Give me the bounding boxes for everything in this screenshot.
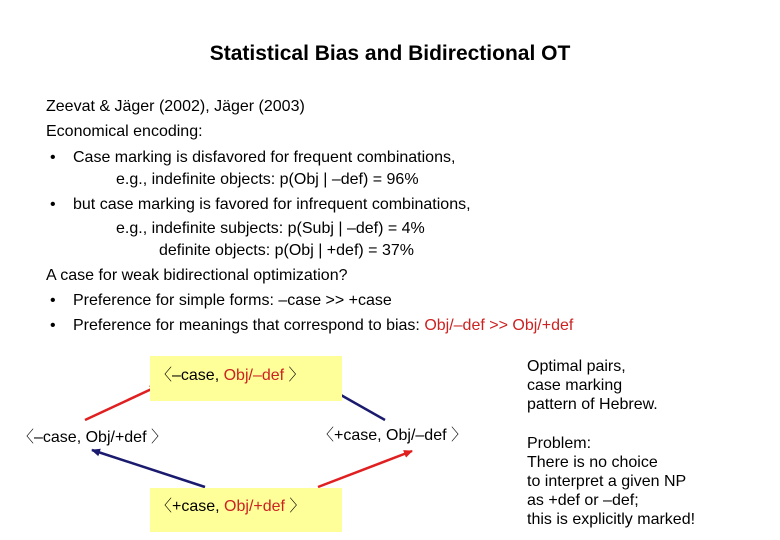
note-line: this is explicitly marked! — [527, 511, 696, 528]
pair-node-bottom — [150, 488, 342, 532]
pair-form: 〈+case, — [156, 498, 225, 515]
pair-node-right — [318, 426, 467, 445]
arrow-bottom-to-right — [318, 451, 412, 487]
example-indefinite-subjects: e.g., indefinite subjects: p(Subj | –def) = 4% — [116, 220, 425, 237]
arrow-bottom-to-left — [92, 450, 205, 487]
pair-form: 〈–case, — [18, 429, 86, 446]
economical-encoding-heading: Economical encoding: — [46, 123, 203, 140]
pair-node-left — [18, 428, 167, 447]
pair-meaning: Obj/–def — [223, 367, 285, 384]
citation-line: Zeevat & Jäger (2002), Jäger (2003) — [46, 98, 305, 115]
pair-meaning: Obj/+def — [85, 429, 147, 446]
pair-meaning: Obj/+def — [224, 498, 285, 515]
slide-title: Statistical Bias and Bidirectional OT — [209, 42, 571, 65]
note-line: Optimal pairs, — [527, 358, 626, 375]
bias-ranking: Obj/–def >> Obj/+def — [424, 317, 574, 334]
bullet-frequent-combinations: Case marking is disfavored for frequent combinations, — [73, 149, 456, 166]
optimal-pairs-note — [527, 357, 658, 414]
bullet-infrequent-combinations: but case marking is favored for infrequent combinations, — [73, 196, 471, 213]
bullet-marker: • — [50, 149, 56, 166]
arrow-left-to-top — [85, 386, 158, 420]
weak-bidirectional-question: A case for weak bidirectional optimization? — [46, 267, 348, 284]
bullet-marker: • — [50, 196, 56, 213]
pair-form: 〈–case, — [156, 367, 224, 384]
note-line: pattern of Hebrew. — [527, 396, 658, 413]
example-definite-objects: definite objects: p(Obj | +def) = 37% — [159, 242, 414, 259]
pair-close: 〉 — [446, 427, 467, 444]
pair-close: 〉 — [284, 498, 306, 515]
note-line: case marking — [527, 377, 623, 394]
pair-close: 〉 — [146, 429, 167, 446]
pair-form: 〈+case, — [318, 427, 387, 444]
bullet-marker: • — [50, 317, 56, 334]
bullet-simple-forms: Preference for simple forms: –case >> +case — [73, 292, 392, 309]
note-line: Problem: — [527, 435, 592, 452]
note-line: to interpret a given NP — [527, 473, 687, 490]
note-line: There is no choice — [527, 454, 658, 471]
example-indefinite-objects: e.g., indefinite objects: p(Obj | –def) = 96% — [116, 171, 419, 188]
pair-close: 〉 — [284, 367, 305, 384]
bias-text: Preference for meanings that correspond to bias: — [73, 317, 425, 334]
problem-note — [527, 434, 695, 529]
note-line: as +def or –def; — [527, 492, 639, 509]
bullet-marker: • — [50, 292, 56, 309]
pair-node-top — [150, 356, 342, 401]
pair-meaning: Obj/–def — [386, 427, 447, 444]
